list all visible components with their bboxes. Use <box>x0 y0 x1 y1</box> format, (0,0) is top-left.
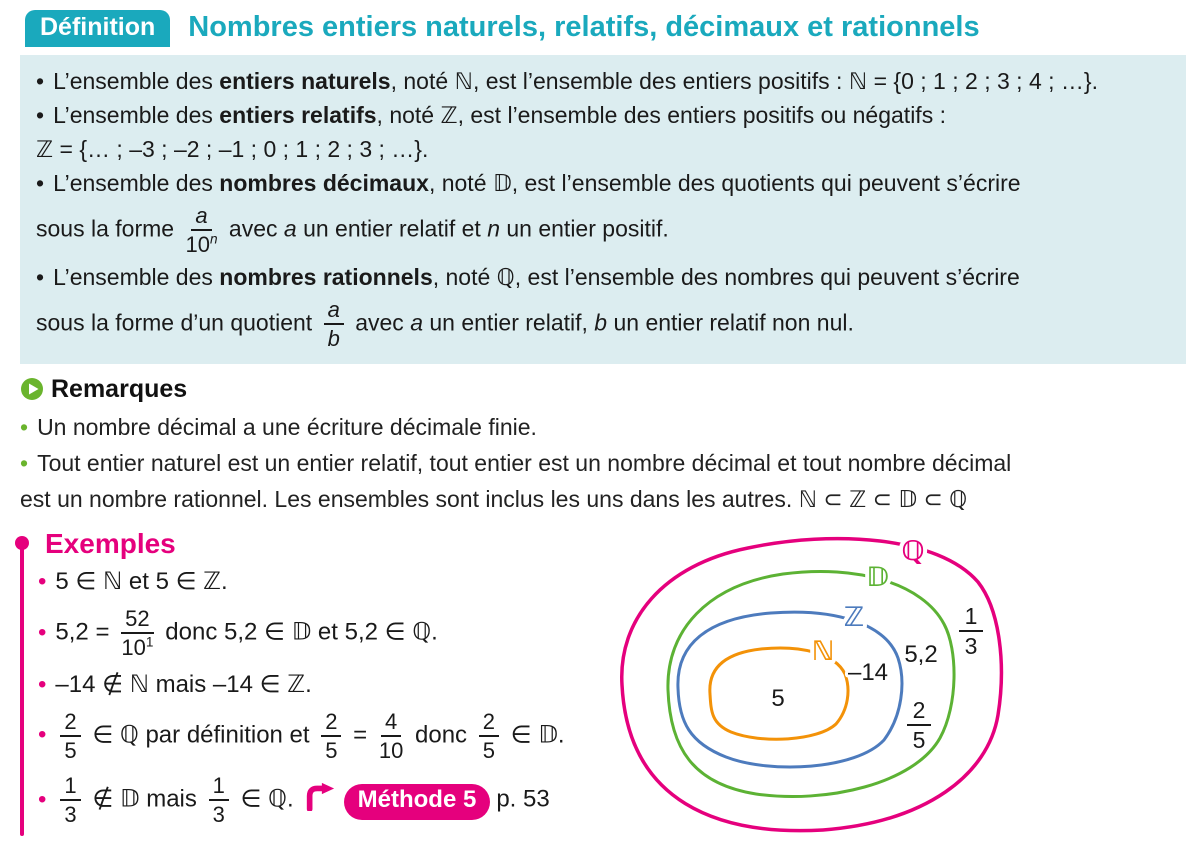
definition-line-z-set <box>36 133 1170 166</box>
examples-title: Exemples <box>45 528 176 559</box>
fraction-a-over-b: $\frac{a}{b}$ <box>324 297 344 352</box>
definition-term: entiers naturels <box>219 68 391 94</box>
bullet-icon: • <box>36 102 45 128</box>
page-reference: p. 53 <box>496 785 550 813</box>
svg-text:3: 3 <box>964 633 978 659</box>
example-text: = <box>346 721 374 749</box>
definition-text: , noté 𝔻, est l’ensemble des quotients qui peuvent s’écrire <box>428 170 1021 196</box>
fraction-2-over-5: $\frac{2}{5}$ <box>60 709 80 764</box>
definition-line-decimaux <box>36 167 1170 200</box>
set-d-label: 𝔻 <box>866 562 890 592</box>
definition-text: un entier relatif, <box>422 308 595 335</box>
remarks-header <box>20 372 1160 406</box>
definition-text: L’ensemble des <box>53 170 220 196</box>
value-in-z: –14 <box>847 659 889 686</box>
example-item <box>38 771 610 830</box>
bullet-icon: • <box>36 263 45 290</box>
bullet-icon: • <box>20 414 29 440</box>
bullet-icon: • <box>38 721 47 749</box>
definition-line-rationnels <box>36 261 1170 294</box>
definition-text: avec <box>222 215 284 242</box>
fraction-1-over-3: $\frac{1}{3}$ <box>209 773 229 828</box>
set-z-curve <box>678 612 902 767</box>
svg-text:5: 5 <box>912 727 926 753</box>
math-var: a <box>410 308 423 335</box>
example-text: ∉ 𝔻 mais <box>85 785 204 813</box>
definition-line-rationnels-formula <box>36 295 1170 354</box>
fraction-1-over-3-diagram <box>959 603 983 659</box>
definition-term: nombres rationnels <box>219 263 433 290</box>
definition-text: un entier positif. <box>499 215 669 242</box>
remark-text: est un nombre rationnel. Les ensembles sont inclus les uns dans les autres. ℕ ⊂ ℤ ⊂ 𝔻 ⊂ ℚ <box>20 486 968 512</box>
bullet-icon: • <box>38 568 47 595</box>
example-text: ∈ ℚ. <box>233 785 294 813</box>
remark-item <box>20 410 1160 444</box>
svg-text:1: 1 <box>964 603 978 629</box>
fraction-a-over-10n: $\frac{a}{10^n}$ <box>185 203 218 258</box>
remark-text: Un nombre décimal a une écriture décimale finie. <box>37 414 537 440</box>
example-item <box>38 707 610 766</box>
fraction-1-over-3: $\frac{1}{3}$ <box>60 773 80 828</box>
remark-item <box>20 446 1160 480</box>
example-text: ∈ 𝔻. <box>503 721 565 749</box>
remark-text: Tout entier naturel est un entier relatif, tout entier est un nombre décimal et tout nombre décimal <box>37 450 1012 476</box>
examples-rail-dot <box>15 536 29 550</box>
play-icon <box>20 377 44 401</box>
remark-item-continued <box>20 482 1160 516</box>
definition-text: sous la forme d’un quotient <box>36 308 319 335</box>
definition-text: L’ensemble des <box>53 68 220 94</box>
remarks-section <box>20 372 1160 518</box>
bullet-icon: • <box>38 670 47 698</box>
set-n-label: ℕ <box>811 636 835 666</box>
definition-text: un entier relatif et <box>296 215 488 242</box>
examples-rail <box>20 542 24 836</box>
definition-text: ℤ = {… ; –3 ; –2 ; –1 ; 0 ; 1 ; 2 ; 3 ; …}. <box>36 136 429 162</box>
fraction-52-over-10: $\frac{52}{10^1}$ <box>121 606 154 661</box>
definition-term: nombres décimaux <box>219 170 429 196</box>
examples-section <box>20 528 610 836</box>
fraction-2-over-5: $\frac{2}{5}$ <box>321 709 341 764</box>
svg-text:2: 2 <box>912 697 926 723</box>
example-text: donc 5,2 ∈ 𝔻 et 5,2 ∈ ℚ. <box>158 618 438 646</box>
page-title: Nombres entiers naturels, relatifs, décimaux et rationnels <box>188 11 980 44</box>
definition-line-relatifs <box>36 99 1170 132</box>
fraction-2-over-5: $\frac{2}{5}$ <box>479 709 499 764</box>
remarks-title: Remarques <box>51 375 188 403</box>
set-q-label: ℚ <box>901 536 925 566</box>
definition-text: sous la forme <box>36 215 181 242</box>
definition-line-naturels <box>36 65 1170 98</box>
definition-line-decimaux-formula <box>36 201 1170 260</box>
bullet-icon: • <box>38 618 47 646</box>
set-z-label: ℤ <box>843 602 865 632</box>
bullet-icon: • <box>36 170 45 196</box>
definition-text: , noté ℕ, est l’ensemble des entiers positifs : ℕ = {0 ; 1 ; 2 ; 3 ; 4 ; …}. <box>390 68 1098 94</box>
definition-badge: Définition <box>25 10 170 47</box>
example-text: –14 ∉ ℕ mais –14 ∈ ℤ. <box>55 670 312 698</box>
example-text: donc <box>408 721 474 749</box>
bullet-icon: • <box>20 450 29 476</box>
value-in-d: 5,2 <box>904 641 938 668</box>
definition-header <box>25 10 980 47</box>
curved-arrow-icon <box>304 781 336 811</box>
example-text: 5,2 = <box>55 618 117 646</box>
example-text: 5 ∈ ℕ et 5 ∈ ℤ. <box>55 568 228 595</box>
definition-term: entiers relatifs <box>219 102 377 128</box>
value-in-n: 5 <box>771 685 785 712</box>
definition-text: L’ensemble des <box>53 263 220 290</box>
example-item <box>38 669 610 701</box>
definition-box <box>20 55 1186 364</box>
bullet-icon: • <box>38 785 47 813</box>
math-var: n <box>487 215 500 242</box>
bullet-icon: • <box>36 68 45 94</box>
definition-text: L’ensemble des <box>53 102 220 128</box>
definition-text: avec <box>348 308 411 335</box>
fraction-4-over-10: $\frac{4}{10}$ <box>378 708 404 763</box>
methode-badge: Méthode 5 <box>344 784 491 820</box>
example-item <box>38 566 610 598</box>
math-var: a <box>283 215 297 242</box>
definition-text: , noté ℤ, est l’ensemble des entiers positifs ou négatifs : <box>376 102 946 128</box>
example-item <box>38 604 610 663</box>
venn-diagram <box>608 520 1018 850</box>
definition-text: un entier relatif non nul. <box>607 308 854 335</box>
fraction-2-over-5-diagram <box>907 697 931 753</box>
math-var: b <box>594 308 608 335</box>
definition-text: , noté ℚ, est l’ensemble des nombres qui peuvent s’écrire <box>432 263 1020 290</box>
example-text: ∈ ℚ par définition et <box>85 721 317 749</box>
